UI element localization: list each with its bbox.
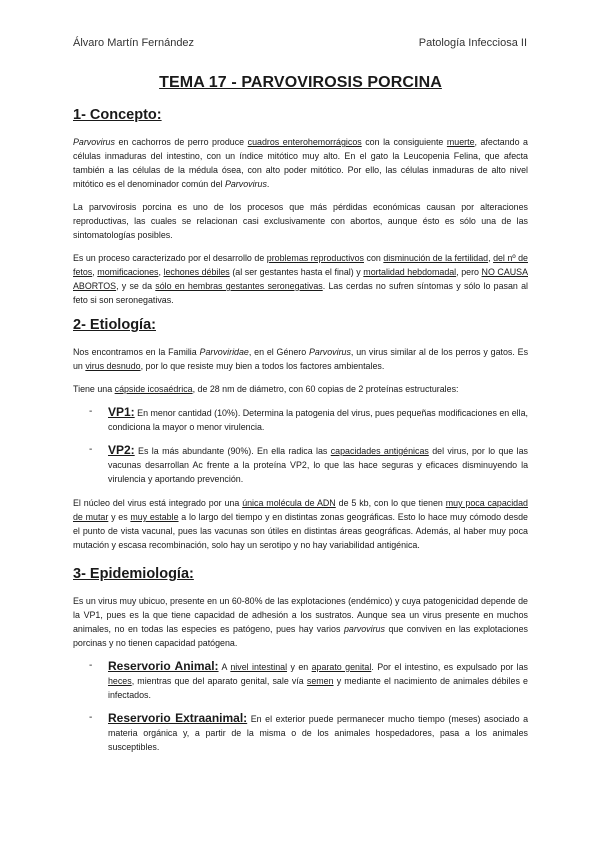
text-run: Es un virus muy ubicuo, presente en un 60-80% de las explotaciones (endémico) y cuya patogenicidad depende de la VP1, pues es la que tiene capacidad de adhesión a los sustratos. Aunque sea un virus presente en muchos animales, no en todas las especies es patógeno, pues hay varios	[73, 596, 528, 634]
text-run: , en el Género	[248, 347, 309, 357]
text-run: heces	[108, 676, 132, 686]
text-run: mortalidad hebdomadal	[363, 267, 457, 277]
course-name: Patología Infecciosa II	[418, 37, 527, 49]
term-vp1: VP1:	[108, 405, 135, 419]
text-run: de 5 kb, con lo que tienen	[335, 498, 446, 508]
text-run: semen	[306, 676, 334, 686]
text-run: , y se da	[116, 281, 156, 291]
text-run: En menor cantidad (10%). Determina la patogenia del virus, pues pequeñas modificaciones en ella, condiciona la mayor o menor virulencia.	[108, 408, 528, 432]
text-run: y mediante el nacimiento de animales débiles e infectados.	[108, 676, 528, 700]
document-body	[73, 74, 528, 764]
text-run: ,	[92, 267, 98, 277]
author-name: Álvaro Martín Fernández	[73, 37, 195, 49]
paragraph-etiologia-2	[73, 382, 528, 396]
text-run: a lo largo del tiempo y en distintas zonas geográficas. Esto lo hace muy cómodo desde el punto de vista vacunal, pues las vacunas son útiles en distintas áreas geográficas. Además, al haber muy poca mutación y escasa recombinación, solo hay un serotipo y no hay variabilidad antigénica.	[73, 512, 528, 550]
term-reservorio-animal: Reservorio Animal:	[108, 659, 219, 673]
text-run: . Por el intestino, es expulsado por las	[371, 662, 528, 672]
section-heading-concepto: 1- Concepto:	[73, 107, 162, 123]
reservoir-list	[73, 659, 528, 754]
text-run: lechones débiles	[163, 267, 230, 277]
paragraph-concepto-2: La parvovirosis porcina es uno de los procesos que más pérdidas económicas causan por alteraciones reproductivas, las cuales se relacionan casi exclusivamente con abortos, aunque ésto es sólo una de las sintomatologías posibles.	[73, 202, 528, 240]
text-run: virus desnudo	[85, 361, 141, 371]
text-run: aparato genital	[311, 662, 372, 672]
list-item-vp1	[73, 405, 528, 434]
text-run: Parvovirus	[224, 179, 267, 189]
text-run: momificaciones	[97, 267, 159, 277]
bullet-dash: -	[89, 444, 93, 455]
text-run: (al ser gestantes hasta el final) y	[229, 267, 364, 277]
text-run: muerte	[446, 137, 475, 147]
text-run: Parvovirus	[308, 347, 351, 357]
text-run: , de 28 nm de diámetro, con 60 copias de 2 proteínas estructurales:	[192, 384, 459, 394]
list-item-reservorio-extraanimal	[73, 711, 528, 754]
text-run: cápside icosaédrica	[114, 384, 193, 394]
text-run: , afectando a células inmaduras del intestino, con un índice mitótico muy alto. En el gato la Leucopenia Felina, que afecta también a las células de la médula ósea, con alto poder mitótico. Por ello, las células inmaduras de alto nivel mitótico es el denominador común del	[73, 137, 528, 189]
text-run: Parvovirus	[73, 137, 115, 147]
text-run: muy poca capacidad de mutar	[73, 498, 528, 522]
list-item-reservorio-animal	[73, 659, 528, 702]
paragraph-concepto-1	[73, 135, 528, 191]
text-run: y en	[287, 662, 312, 672]
text-run: , pero	[456, 267, 482, 277]
text-run: .	[266, 179, 270, 189]
text-run: capacidades antigénicas	[330, 446, 429, 456]
section-heading-epidemiologia: 3- Epidemiología:	[73, 566, 194, 582]
text-run: del virus, por lo que las vacunas desarrollan Ac frente a la proteína VP2, lo que las hace seguras y eficaces disminuyendo la virulencia y aportando prevención.	[108, 446, 528, 484]
text-run: El núcleo del virus está integrado por una	[73, 498, 243, 508]
paragraph-epidemiologia-1	[73, 594, 528, 650]
text-run: Nos encontramos en la Familia	[73, 347, 200, 357]
text-run: , por lo que resiste muy bien a todos los factores ambientales.	[140, 361, 385, 371]
text-run: Es la más abundante (90%). En ella radica las	[134, 446, 331, 456]
term-vp2: VP2:	[108, 443, 135, 457]
text-run: en cachorros de perro produce	[114, 137, 248, 147]
bullet-dash: -	[89, 712, 93, 723]
text-run: que conviven en las explotaciones porcinas y no tienen capacidad patógena.	[73, 624, 528, 648]
bullet-dash: -	[89, 660, 93, 671]
protein-list	[73, 405, 528, 486]
text-run: parvovirus	[343, 624, 385, 634]
text-run: En el exterior puede permanecer mucho tiempo (meses) asociado a materia orgánica y, a partir de la misma o de los animales hospedadores, pasa a los animales susceptibles.	[108, 714, 529, 752]
paragraph-etiologia-1	[73, 345, 528, 373]
text-run: Parvoviridae	[199, 347, 249, 357]
section-heading-etiologia: 2- Etiología:	[73, 317, 156, 333]
text-run: Tiene una	[73, 384, 115, 394]
text-run: . Las cerdas no sufren síntomas y sólo lo pasan al feto si son seronegativas.	[73, 281, 528, 305]
text-run: con la consiguiente	[361, 137, 447, 147]
text-run: única molécula de ADN	[242, 498, 336, 508]
bullet-dash: -	[89, 406, 93, 417]
text-run: del nº de fetos	[73, 253, 528, 277]
text-run: , un virus similar al de los perros y gatos. Es un	[73, 347, 529, 371]
text-run: con	[364, 253, 384, 263]
paragraph-etiologia-3	[73, 496, 528, 552]
text-run: Es un proceso caracterizado por el desarrollo de	[73, 253, 267, 263]
text-run: problemas reproductivos	[266, 253, 364, 263]
text-run: ,	[158, 267, 164, 277]
text-run: sólo en hembras gestantes seronegativas	[155, 281, 323, 291]
term-reservorio-extraanimal: Reservorio Extraanimal:	[108, 711, 248, 725]
text-run: nivel intestinal	[230, 662, 288, 672]
text-run: A	[218, 662, 231, 672]
text-run: NO CAUSA ABORTOS	[73, 267, 528, 291]
text-run: , mientras que del aparato genital, sale vía	[131, 676, 307, 686]
text-run: ,	[488, 253, 494, 263]
document-title: TEMA 17 - PARVOVIROSIS PORCINA	[159, 74, 442, 91]
text-run: y es	[108, 512, 131, 522]
list-item-vp2	[73, 443, 528, 486]
text-run: disminución de la fertilidad	[383, 253, 489, 263]
text-run: cuadros enterohemorrágicos	[247, 137, 362, 147]
paragraph-concepto-3	[73, 251, 528, 307]
text-run: muy estable	[130, 512, 179, 522]
